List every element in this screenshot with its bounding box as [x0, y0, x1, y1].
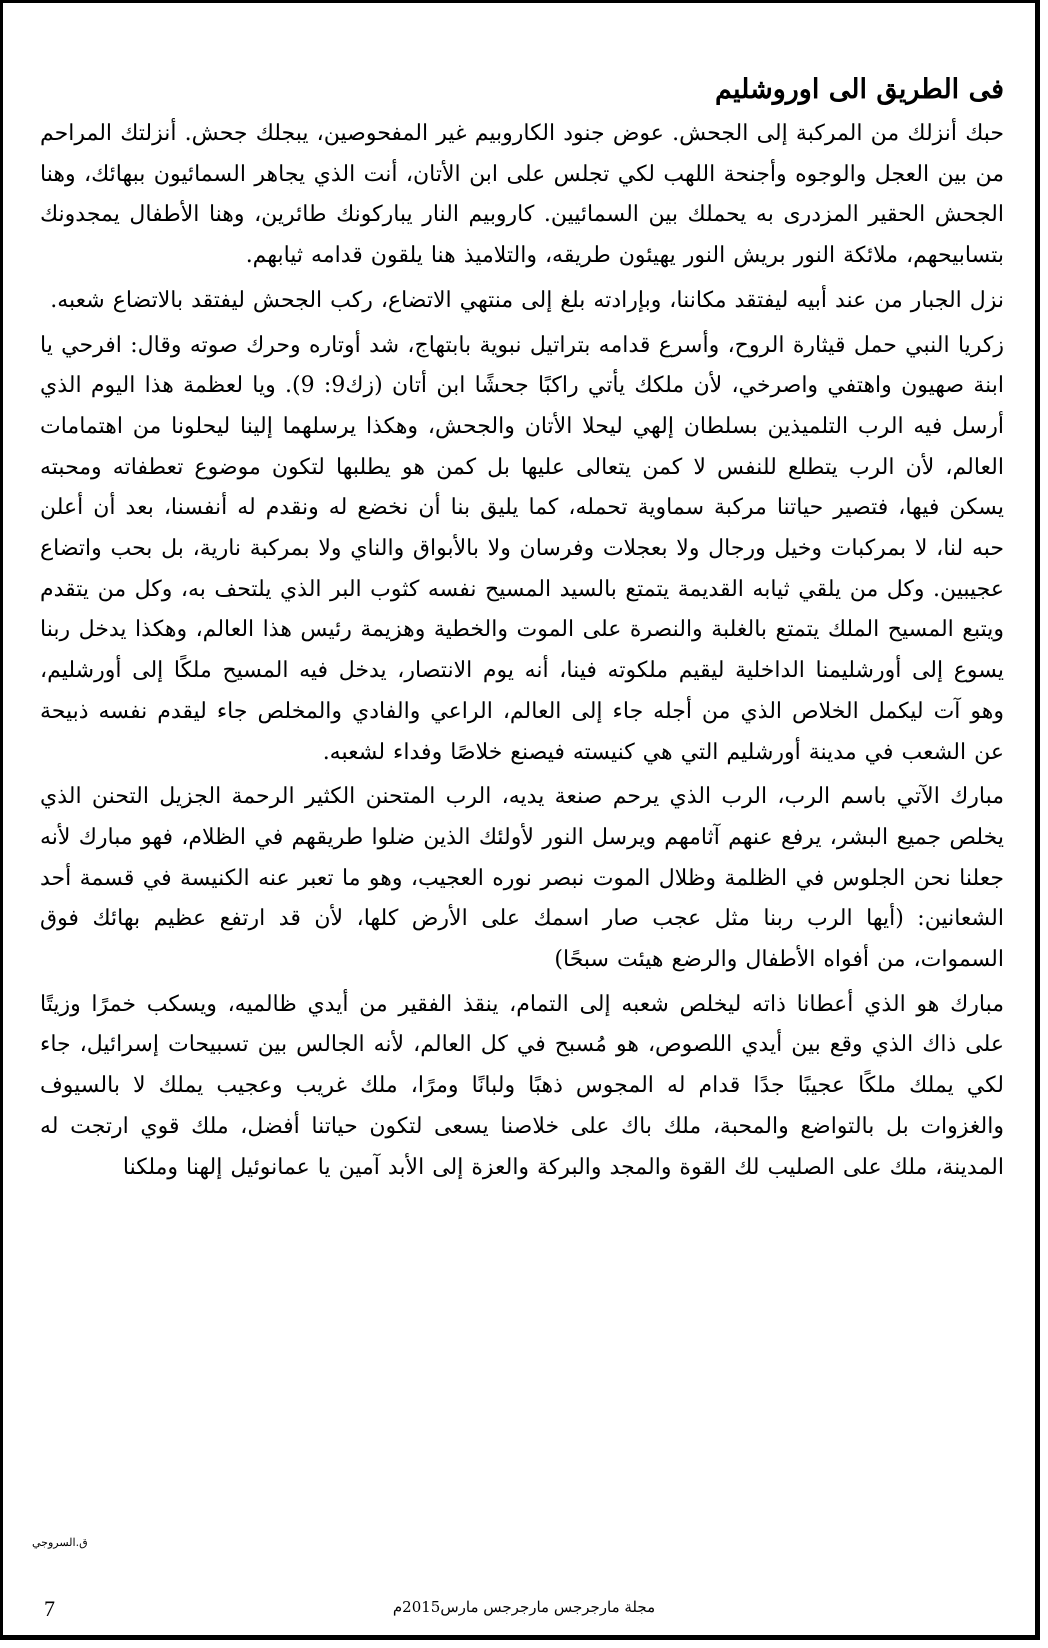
paragraph-1: حبك أنزلك من المركبة إلى الجحش. عوض جنود الكاروبيم غير المفحوصين، يبجلك جحش. أنزلتك المراحم من بين العجل والوجوه وأجنحة اللهب لكي تجلس على ابن الأتان، أنت الذي يجاهر السمائيون ببهائك، وهنا الجحش الحقير المزدرى به يحملك بين السمائيين. كاروبيم النار يباركونك طائرين، وهنا الأطفال يمجدونك بتسابيحهم، ملائكة النور بريش النور يهيئون طريقه، والتلاميذ هنا يلقون قدامه ثيابهم.	[40, 121, 1004, 269]
article	[40, 70, 1004, 1192]
paragraph-5: مبارك هو الذي أعطانا ذاته ليخلص شعبه إلى التمام، ينقذ الفقير من أيدي ظالميه، ويسكب خمرًا وزيتًا على ذاك الذي وقع بين أيدي اللصوص، هو مُسبح في كل العالم، لأنه الجالس بين تسبيحات إسرائيل، جاء لكي يملك ملكًا عجيبًا جدًا قدام له المجوس ذهبًا ولبانًا ومرًا، ملك غريب وعجيب يملك لا بالسيوف والغزوات بل بالتواضع والمحبة، ملك باك على خلاصنا يسعى لتكون حياتنا أفضل، ملك قوي ارتجت له المدينة، ملك على الصليب لك القوة والمجد والبركة والعزة إلى الأبد آمين يا عمانوئيل إلهنا وملكنا	[40, 991, 1004, 1180]
paragraph-2: نزل الجبار من عند أبيه ليفتقد مكاننا، وبإرادته بلغ إلى منتهي الاتضاع، ركب الجحش ليفتقد بالاتضاع شعبه.	[50, 287, 1004, 313]
publication-footer: مجلة مارجرجس مارجرجس مارس2015م	[392, 1598, 656, 1616]
author-signature: ق.السروجي	[32, 1536, 88, 1549]
article-title: فى الطريق الى اوروشليم	[715, 74, 1004, 105]
page-number: 7	[44, 1596, 55, 1621]
paragraph-4: مبارك الآتي باسم الرب، الرب الذي يرحم صنعة يديه، الرب المتحنن الكثير الرحمة الجزيل التحنن الذي يخلص جميع البشر، يرفع عنهم آثامهم ويرسل النور لأولئك الذين ضلوا طريقهم في الظلام، فهو مبارك لأنه جعلنا نحن الجلوس في الظلمة وظلال الموت نبصر نوره العجيب، وهو ما تعبر عنه الكنيسة في قسمة أحد الشعانين: (أيها الرب ربنا مثل عجب صار اسمك على الأرض كلها، لأن قد ارتفع عظيم بهائك فوق السموات، من أفواه الأطفال والرضع هيئت سبحًا)	[40, 784, 1004, 973]
paragraph-3: زكريا النبي حمل قيثارة الروح، وأسرع قدامه بتراتيل نبوية بابتهاج، شد أوتاره وحرك صوته وقال: افرحي يا ابنة صهيون واهتفي واصرخي، لأن ملكك يأتي راكبًا جحشًا ابن أتان (زك9: 9). ويا لعظمة هذا اليوم الذي أرسل فيه الرب التلميذين بسلطان إلهي ليحلا الأتان والجحش، وهكذا يرسلهما إلينا ليحلونا من اهتمامات العالم، لأن الرب يتطلع للنفس لا كمن يتعالى عليها بل كمن هو يطلبها لتكون موضوع تعطفاته ومحبته يسكن فيها، فتصير حياتنا مركبة سماوية تحمله، كما يليق بنا أن نخضع له ونقدم له أنفسنا، بعد أن أعلن حبه لنا، لا بمركبات وخيل ورجال ولا بعجلات وفرسان ولا بالأبواق والناي ولا بمركبة نارية، بل بحب واتضاع عجيبين. وكل من يلقي ثيابه القديمة يتمتع بالسيد المسيح نفسه كثوب البر الذي يلتحف به، وكل من يتقدم ويتبع المسيح الملك يتمتع بالغلبة والنصرة على الموت والخطية وهزيمة رئيس هذا العالم، وهكذا يدخل ربنا يسوع إلى أورشليمنا الداخلية ليقيم ملكوته فينا، أنه يوم الانتصار، يدخل فيه المسيح ملكًا إلى أورشليم، وهو آت ليكمل الخلاص الذي من أجله جاء إلى العالم، الراعي والفادي والمخلص جاء ليقدم نفسه ذبيحة عن الشعب في مدينة أورشليم التي هي كنيسته فيصنع خلاصًا وفداء لشعبه.	[40, 332, 1004, 765]
